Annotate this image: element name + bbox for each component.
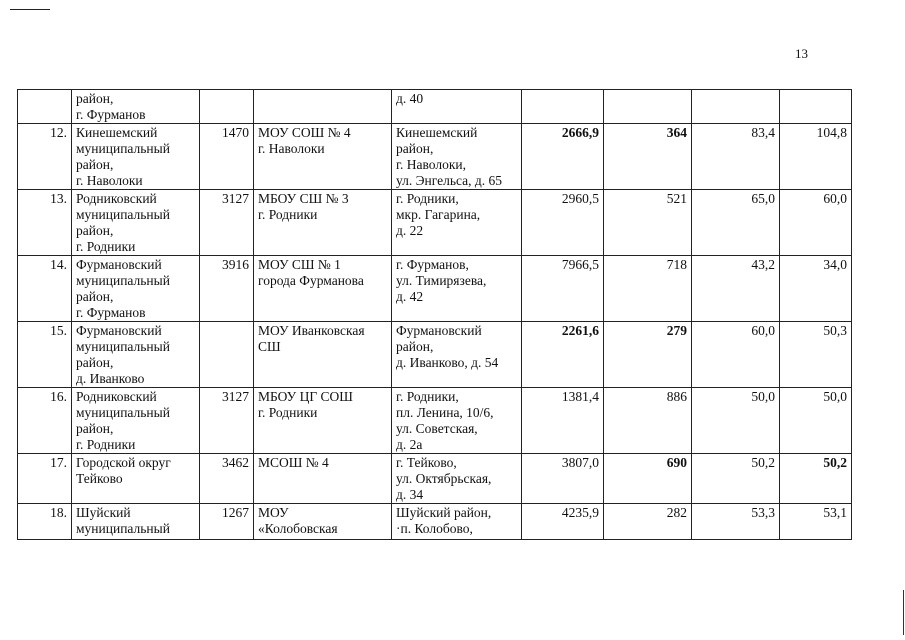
address-cell: Кинешемский район, г. Наволоки, ул. Энгельса, д. 65 xyxy=(392,124,522,190)
address-cell: Фурмановский район, д. Иванково, д. 54 xyxy=(392,322,522,388)
value-2-cell: 521 xyxy=(604,190,692,256)
district-cell: Кинешемский муниципальный район, г. Наволоки xyxy=(72,124,200,190)
district-cell: район, г. Фурманов xyxy=(72,90,200,124)
value-4-cell: 53,1 xyxy=(780,504,852,540)
value-1-cell: 2261,6 xyxy=(522,322,604,388)
school-cell: МОУ СОШ № 4 г. Наволоки xyxy=(254,124,392,190)
schools-table xyxy=(17,89,852,540)
value-1-cell: 4235,9 xyxy=(522,504,604,540)
district-cell: Шуйский муниципальный xyxy=(72,504,200,540)
school-cell: МОУ «Колобовская xyxy=(254,504,392,540)
value-1-cell: 3807,0 xyxy=(522,454,604,504)
table-row xyxy=(18,124,852,190)
school-cell: МОУ СШ № 1 города Фурманова xyxy=(254,256,392,322)
value-2-cell: 690 xyxy=(604,454,692,504)
value-2-cell: 279 xyxy=(604,322,692,388)
code-cell: 3916 xyxy=(200,256,254,322)
value-3-cell: 50,0 xyxy=(692,388,780,454)
table-row xyxy=(18,454,852,504)
address-cell: Шуйский район, ·п. Колобово, xyxy=(392,504,522,540)
school-cell: МСОШ № 4 xyxy=(254,454,392,504)
district-cell: Фурмановский муниципальный район, д. Иванково xyxy=(72,322,200,388)
address-cell: г. Тейково, ул. Октябрьская, д. 34 xyxy=(392,454,522,504)
school-cell xyxy=(254,90,392,124)
district-cell: Родниковский муниципальный район, г. Родники xyxy=(72,388,200,454)
value-4-cell: 104,8 xyxy=(780,124,852,190)
code-cell xyxy=(200,90,254,124)
row-number: 17. xyxy=(18,454,72,504)
address-cell: г. Родники, пл. Ленина, 10/6, ул. Советская, д. 2а xyxy=(392,388,522,454)
row-number: 16. xyxy=(18,388,72,454)
table-row xyxy=(18,256,852,322)
district-cell: Городской округ Тейково xyxy=(72,454,200,504)
row-number xyxy=(18,90,72,124)
value-4-cell: 60,0 xyxy=(780,190,852,256)
address-cell: г. Фурманов, ул. Тимирязева, д. 42 xyxy=(392,256,522,322)
value-1-cell: 7966,5 xyxy=(522,256,604,322)
address-cell: д. 40 xyxy=(392,90,522,124)
value-3-cell: 83,4 xyxy=(692,124,780,190)
table-row xyxy=(18,90,852,124)
code-cell: 3127 xyxy=(200,388,254,454)
scan-edge-mark xyxy=(903,590,904,635)
value-4-cell: 50,0 xyxy=(780,388,852,454)
value-1-cell: 1381,4 xyxy=(522,388,604,454)
page-number: 13 xyxy=(795,46,808,61)
value-4-cell: 50,3 xyxy=(780,322,852,388)
value-2-cell: 282 xyxy=(604,504,692,540)
value-2-cell: 886 xyxy=(604,388,692,454)
row-number: 18. xyxy=(18,504,72,540)
value-3-cell: 50,2 xyxy=(692,454,780,504)
row-number: 14. xyxy=(18,256,72,322)
value-2-cell: 364 xyxy=(604,124,692,190)
value-4-cell xyxy=(780,90,852,124)
code-cell: 1267 xyxy=(200,504,254,540)
value-3-cell xyxy=(692,90,780,124)
code-cell: 3462 xyxy=(200,454,254,504)
top-rule xyxy=(10,9,50,10)
row-number: 12. xyxy=(18,124,72,190)
school-cell: МБОУ СШ № 3 г. Родники xyxy=(254,190,392,256)
table-row xyxy=(18,504,852,540)
value-4-cell: 50,2 xyxy=(780,454,852,504)
value-2-cell xyxy=(604,90,692,124)
district-cell: Фурмановский муниципальный район, г. Фурманов xyxy=(72,256,200,322)
table-row xyxy=(18,190,852,256)
school-cell: МБОУ ЦГ СОШ г. Родники xyxy=(254,388,392,454)
code-cell xyxy=(200,322,254,388)
value-3-cell: 43,2 xyxy=(692,256,780,322)
address-cell: г. Родники, мкр. Гагарина, д. 22 xyxy=(392,190,522,256)
code-cell: 1470 xyxy=(200,124,254,190)
code-cell: 3127 xyxy=(200,190,254,256)
table-row xyxy=(18,322,852,388)
row-number: 13. xyxy=(18,190,72,256)
value-3-cell: 60,0 xyxy=(692,322,780,388)
value-1-cell xyxy=(522,90,604,124)
row-number: 15. xyxy=(18,322,72,388)
value-1-cell: 2666,9 xyxy=(522,124,604,190)
value-3-cell: 53,3 xyxy=(692,504,780,540)
value-3-cell: 65,0 xyxy=(692,190,780,256)
value-2-cell: 718 xyxy=(604,256,692,322)
school-cell: МОУ Иванковская СШ xyxy=(254,322,392,388)
value-1-cell: 2960,5 xyxy=(522,190,604,256)
district-cell: Родниковский муниципальный район, г. Родники xyxy=(72,190,200,256)
table-row xyxy=(18,388,852,454)
value-4-cell: 34,0 xyxy=(780,256,852,322)
